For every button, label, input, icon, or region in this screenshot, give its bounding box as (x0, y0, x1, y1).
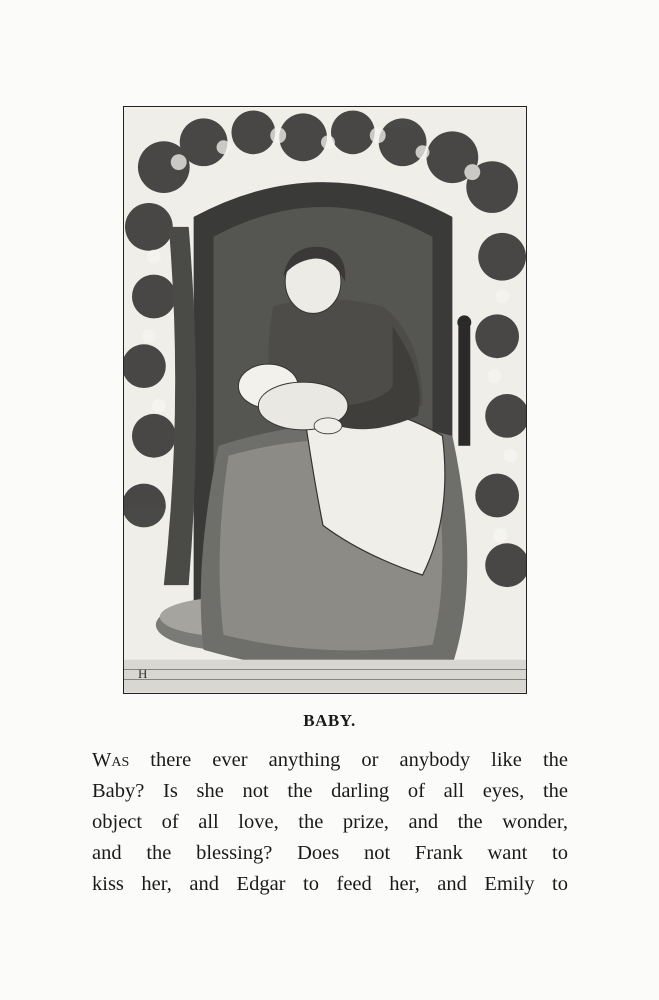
dropcap-word: Was (92, 749, 130, 771)
paragraph-line: Baby? Is she not the darling of all eyes, the (92, 780, 568, 802)
paragraph-line (92, 745, 568, 776)
engraver-monogram: H (138, 666, 148, 681)
chapter-title: BABY. (303, 711, 356, 730)
paragraph-line: and the blessing? Does not Frank want to (92, 842, 568, 864)
paragraph-line-text: there ever anything or anybody like the (129, 749, 568, 771)
mother-baby-engraving-icon (124, 107, 526, 693)
body-paragraph (92, 745, 568, 900)
paragraph-line: kiss her, and Edgar to feed her, and Emily to (92, 873, 568, 895)
engraving-illustration (123, 106, 527, 694)
paragraph-line: object of all love, the prize, and the wonder, (92, 811, 568, 833)
